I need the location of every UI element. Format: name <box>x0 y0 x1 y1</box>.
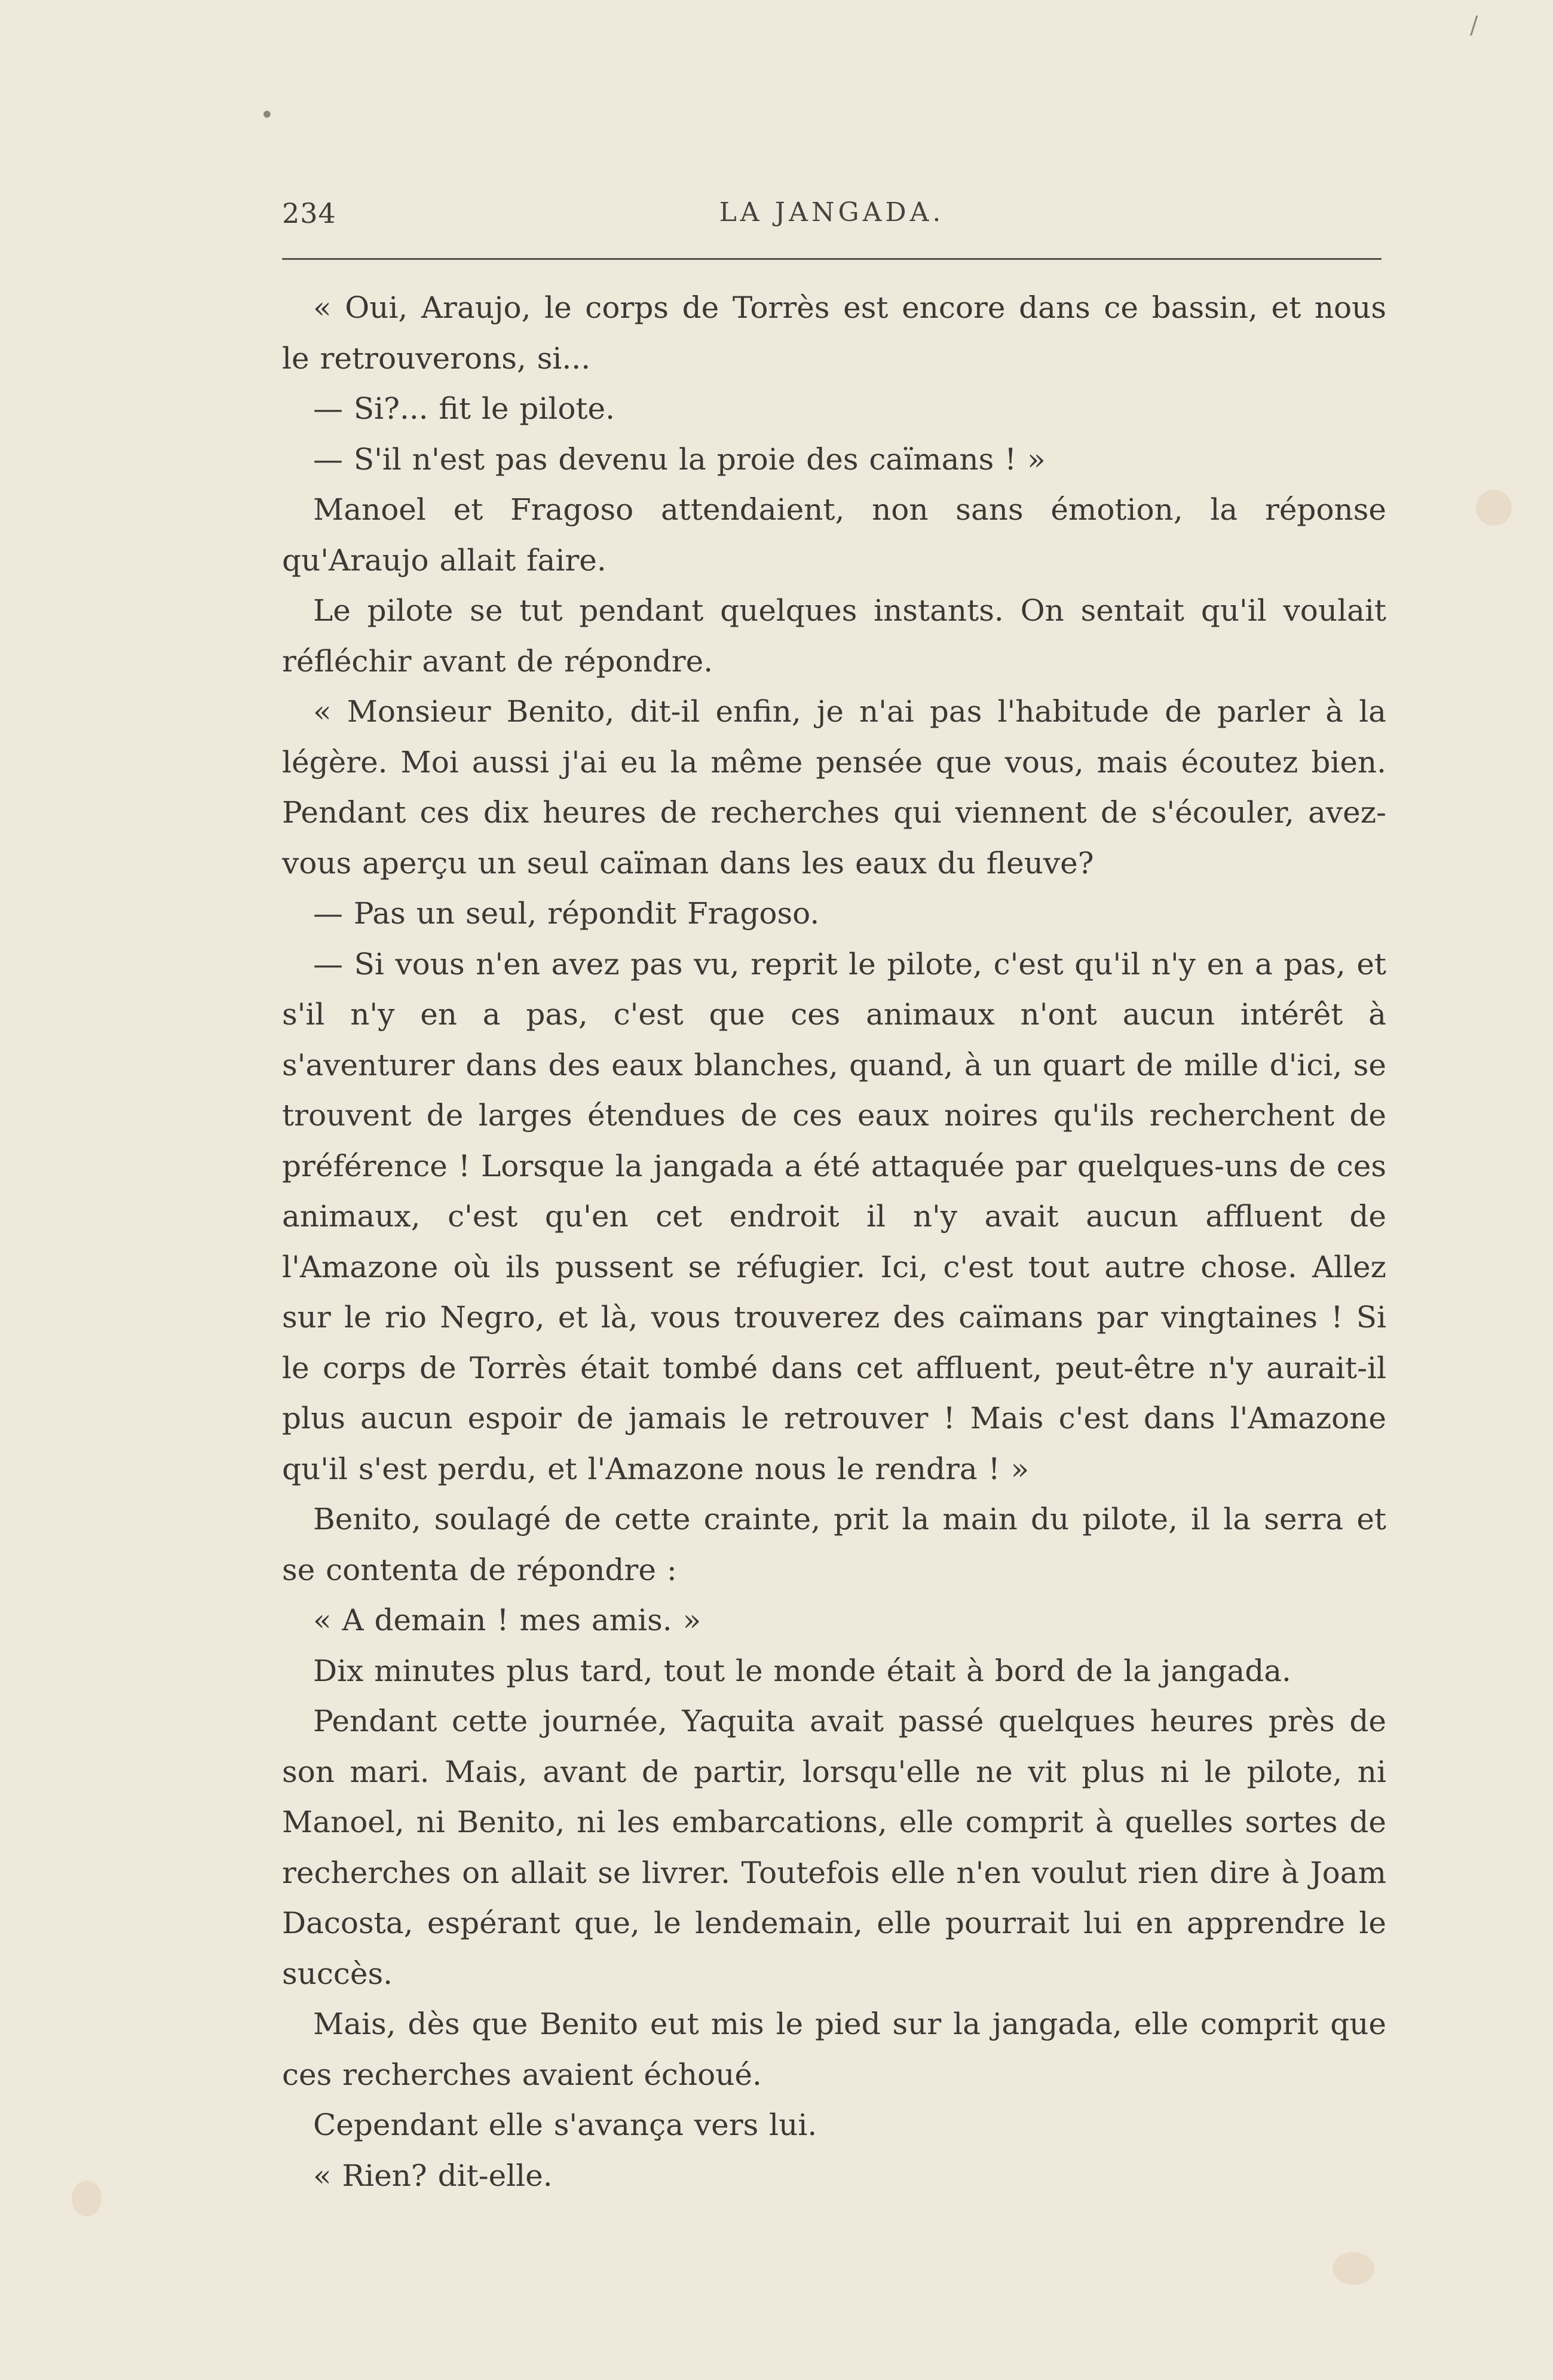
paragraph: « A demain ! mes amis. » <box>313 1603 702 1637</box>
page-header <box>282 197 1382 239</box>
margin-mark: • <box>260 102 274 129</box>
page-number: 234 <box>282 197 336 229</box>
paragraph: — S'il n'est pas devenu la proie des caïmans ! » <box>313 441 1046 477</box>
paragraph: « Oui, Araujo, le corps de Torrès est encore dans ce bassin, et nous le retrouverons, si... <box>282 290 1386 376</box>
header-rule <box>282 258 1382 260</box>
paragraph: Manoel et Fragoso attendaient, non sans émotion, la réponse qu'Araujo allait faire. <box>282 492 1386 578</box>
margin-mark: / <box>1470 12 1478 39</box>
running-title: LA JANGADA. <box>719 197 945 228</box>
paragraph: « Rien? dit-elle. <box>313 2158 553 2193</box>
paragraph: — Pas un seul, répondit Fragoso. <box>313 896 820 931</box>
paragraph: Dix minutes plus tard, tout le monde était à bord de la jangada. <box>313 1653 1291 1688</box>
paper-stain <box>1333 2252 1374 2285</box>
paragraph: Cependant elle s'avança vers lui. <box>313 2108 817 2142</box>
paragraph: « Monsieur Benito, dit-il enfin, je n'ai pas l'habitude de parler à la légère. Moi aussi j'ai eu la même pensée que vous, mais écoutez bien. Pendant ces dix heures de recherches qui viennent de s'écouler, avez-vous aperçu un seul caïman dans les eaux du fleuve? <box>282 694 1386 881</box>
paragraph: — Si vous n'en avez pas vu, reprit le pilote, c'est qu'il n'y en a pas, et s'il n'y en a pas, c'est que ces animaux n'ont aucun intérêt à s'aventurer dans des eaux blanches, quand, à un quart de mille d'ici, se trouvent de larges étendues de ces eaux noires qu'ils recherchent de préférence ! Lorsque la jangada a été attaquée par quelques-uns de ces animaux, c'est qu'en cet endroit il n'y avait aucun affluent de l'Amazone où ils pussent se réfugier. Ici, c'est tout autre chose. Allez sur le rio Negro, et là, vous trouverez des caïmans par vingtaines ! Si le corps de Torrès était tombé dans cet affluent, peut-être n'y aurait-il plus aucun espoir de jamais le retrouver ! Mais c'est dans l'Amazone qu'il s'est perdu, et l'Amazone nous le rendra ! » <box>282 946 1386 1486</box>
paper-stain <box>72 2180 102 2216</box>
paragraph: — Si?... fit le pilote. <box>313 391 615 426</box>
paper-stain <box>1476 490 1512 526</box>
paragraph: Benito, soulagé de cette crainte, prit la main du pilote, il la serra et se contenta de répondre : <box>282 1502 1386 1587</box>
body-text <box>282 283 1386 2201</box>
paragraph: Le pilote se tut pendant quelques instants. On sentait qu'il voulait réfléchir avant de répondre. <box>282 593 1386 679</box>
paragraph: Pendant cette journée, Yaquita avait passé quelques heures près de son mari. Mais, avant de partir, lorsqu'elle ne vit plus ni le pilote, ni Manoel, ni Benito, ni les embarcations, elle comprit à quelles sortes de recherches on allait se livrer. Toutefois elle n'en voulut rien dire à Joam Dacosta, espérant que, le lendemain, elle pourrait lui en apprendre le succès. <box>282 1704 1386 1991</box>
paragraph: Mais, dès que Benito eut mis le pied sur la jangada, elle comprit que ces recherches avaient échoué. <box>282 2007 1386 2092</box>
